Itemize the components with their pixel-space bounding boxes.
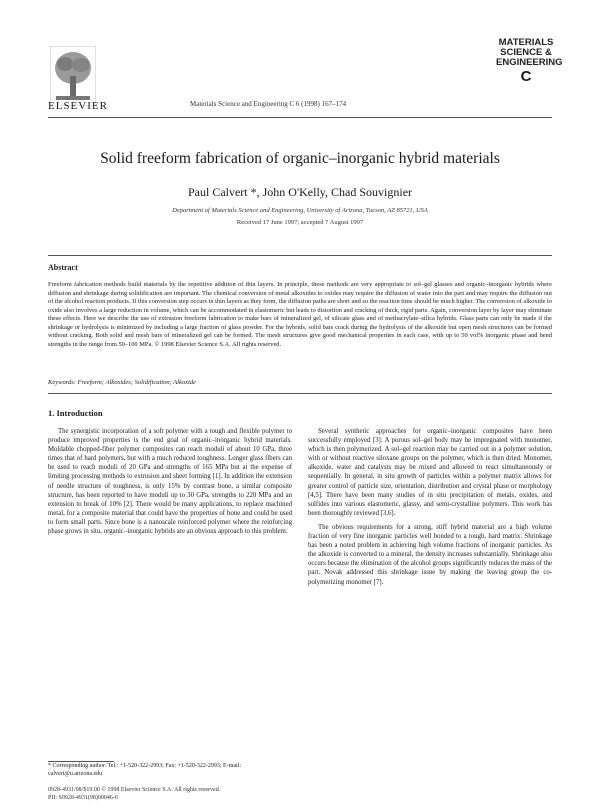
abstract-heading: Abstract	[48, 263, 78, 272]
keywords: Keywords: Freeform; Alkoxides; Solidification; Alkoxide	[48, 379, 197, 386]
publisher-name: ELSEVIER	[48, 100, 108, 112]
brand-letter: C	[520, 68, 532, 85]
received-dates: Received 17 June 1997; accepted 7 August 1997	[236, 219, 364, 226]
header-divider	[48, 117, 552, 118]
right-column	[308, 427, 552, 592]
footnote-divider	[48, 761, 114, 762]
intro-paragraph-2: Several synthetic approaches for organic–inorganic composites have been successfully employed [3]. A porous sol–gel body may be impregnated with monomer, which is then polymerized. A sol–gel reaction may be carried out in a polymer solution, with or without reactive siloxane groups on the polymer, which is then dried. Monomer, alkoxide, water and catalysts may be mixed and allowed to react simultaneously or sequentially. In general, in situ growth of particles within a polymer matrix allows for greater control of particle size, orientation, distribution and crystal phase or morphology [4,5]. There have been many studies of in situ precipitation of metals, oxides, and sulfides into various elastomeric, glassy, and semi-crystalline polymers. This work has been thoroughly reviewed [3,6].	[308, 428, 552, 517]
abstract-top-divider	[48, 255, 552, 256]
elsevier-tree-logo-icon	[50, 46, 96, 106]
abstract-bottom-divider	[48, 393, 552, 394]
left-column	[48, 427, 292, 541]
abstract-text: Freeform fabrication methods build materials by the repetitive addition of thin layers. In principle, these methods are very appropriate to sol–gel glasses and organic–inorganic hybrids where diffusion and shrinkage during solidification are important. The chemical conversion of metal alkoxides to oxides may require the diffusion of water into the part and may require the diffusion out of the alcohol reaction products. If this conversion step occurs in thin layers as they form, the diffusion paths are short and so the reaction time should be much higher. The conversion of alkoxide to oxide also involves a large reduction in volume, which can be accommodated in elastomeric but leads to distortion and cracking of thick, rigid parts. Again, conversion layer by layer may eliminate these effects. Here we describe the use of extrusion freeform fabrication to make bars of mineralized gel, of silicate glass and of methacrylate–silica hybrids. Glass parts can only be made if the shrinkage or hydrolysis is minimized by including a large fraction of glass powder. For the hybrids, solid bars crack during the hydrolysis of the alkoxide but open mesh structures can be formed without cracking. Both solid and mesh bars of mineralized gel can be formed. The mesh structures give good mechanical properties in each case, with up to 50 vol% inorganic phase and bend strengths in the range from 50–100 MPa. © 1998 Elsevier Science S.A. All rights reserved.	[48, 281, 552, 348]
intro-paragraph-1: The synergistic incorporation of a soft polymer with a tough and flexible polymer to produce improved properties is the end goal of organic–inorganic hybrid materials. Moldable chopped-fiber polymer composites can reach moduli of about 10 GPa, three times that of hard polymers, but with a much reduced toughness. Longer glass fibers can be used to reach moduli of 20 GPa and strengths of 165 MPa but at the expense of limiting processing methods to extrusion and sheet forming [1]. In addition the extension of needle structure of toughness, is only 15% by contrast bone, a similar composite structure, has been reported to have moduli up to 30 GPa, strengths to 220 MPa and an extension to break of 10% [2]. There would be many applications, to replace machined metal, for a composite material that could have the properties of bone and could be used to form small parts. Since bone is a nanoscale reinforced polymer where the reinforcing phase grows in situ, organic–inorganic hybrids are an obvious approach to this problem.	[48, 428, 292, 536]
brand-line-2: SCIENCE &	[500, 47, 552, 58]
pii-line: PII: S0928-4931(98)00046-6	[48, 795, 118, 801]
issn-copyright-line: 0928-4931/98/$19.00 © 1998 Elsevier Science S.A. All rights reserved.	[48, 787, 221, 793]
article-title: Solid freeform fabrication of organic–inorganic hybrid materials	[100, 150, 500, 167]
brand-line-3: ENGINEERING	[496, 57, 563, 68]
author-affiliation: Department of Materials Science and Engineering, University of Arizona, Tucson, AZ 85721, USA	[172, 207, 428, 214]
corresponding-author-footnote: * Corresponding author. Tel.: +1-520-322-2993; Fax: +1-520-322-2993; E-mail: calvert@u.arizona.edu	[48, 763, 242, 777]
introduction-heading: 1. Introduction	[48, 408, 103, 418]
brand-line-1: MATERIALS	[498, 37, 554, 48]
intro-paragraph-3: The obvious requirements for a strong, stiff hybrid material are a high volume fraction of very fine inorganic particles well bonded to a tough, hard matrix. Shrinkage has been a noted problem in achieving high volume fractions of inorganic particles. As the alkoxide is converted to a mineral, the density increases substantially. Shrinkage also occurs because the elimination of the alcohol groups significantly reduces the mass of the part. Novak addressed this shrinkage issue by making the leaving group the co-polymerizing monomer [7].	[308, 523, 552, 586]
copyright-block	[48, 786, 308, 802]
journal-brand-logo	[496, 37, 563, 86]
journal-reference: Materials Science and Engineering C 6 (1998) 167–174	[190, 100, 347, 108]
article-authors: Paul Calvert *, John O'Kelly, Chad Souvignier	[187, 185, 413, 199]
